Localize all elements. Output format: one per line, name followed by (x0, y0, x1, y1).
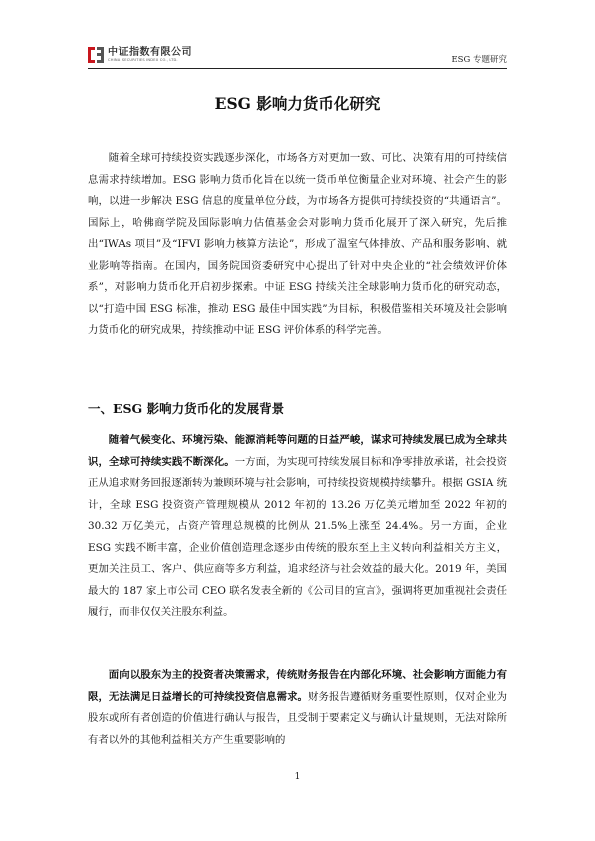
logo-english-name: CHINA SECURITIES INDEX CO., LTD. (108, 57, 178, 62)
page-header (88, 42, 507, 68)
paragraph-lead: 随着气候变化、环境污染、能源消耗等问题的日益严峻，谋求可持续发展已成为全球共识，全球可持续实践不断深化。 (88, 434, 507, 468)
company-logo (88, 44, 192, 66)
paragraph-lead: 面向以股东为主的投资者决策需求，传统财务报告在内部化环境、社会影响方面能力有限，无法满足日益增长的可持续投资信息需求。 (88, 669, 507, 703)
header-section-label: ESG 专题研究 (451, 55, 507, 65)
csi-logo-icon (88, 46, 104, 64)
page-number: 1 (294, 772, 301, 782)
paragraph-body: 财务报告遵循财务重要性原则，仅对企业为股东或所有者创造的价值进行确认与报告，且受制于要素定义与确认计量规则，无法对除所有者以外的其他利益相关方产生重要影响的 (88, 690, 508, 746)
header-divider (88, 68, 507, 69)
body-paragraph (88, 665, 507, 751)
intro-paragraph: 随着全球可持续投资实践逐步深化，市场各方对更加一致、可比、决策有用的可持续信息需求持续增加。ESG 影响力货币化旨在以统一货币单位衡量企业对环境、社会产生的影响，以进一步解决 ESG 信息的度量单位分歧，为市场各方提供可持续投资的“共通语言”。国际上，哈佛商学院及国际影响力估值基金会对影响力货币化展开了深入研究，先后推出“IWAs 项目”及“IFVI 影响力核算方法论”，形成了温室气体排放、产品和服务影响、就业影响等指南。在国内，国务院国资委研究中心提出了针对中央企业的“社会绩效评价体系”，对影响力货币化开启初步探索。中证 ESG 持续关注全球影响力货币化的研究动态，以“打造中国 ESG 标准，推动 ESG 最佳中国实践”为目标，积极借鉴相关环境及社会影响力货币化的研究成果，持续推动中证 ESG 评价体系的科学完善。 (88, 152, 507, 336)
logo-chinese-name: 中证指数有限公司 (108, 46, 192, 58)
body-paragraph (88, 430, 507, 624)
paragraph-body: 一方面，为实现可持续发展目标和净零排放承诺，社会投资正从追求财务回报逐渐转为兼顾环境与社会影响，可持续投资规模持续攀升。根据 GSIA 统计，全球 ESG 投资资产管理规模从 2012 年初的 13.26 万亿美元增加至 2022 年初的 30.32 万亿美元，占资产管理总规模的比例从 21.5%上涨至 24.4%。另一方面，企业 ESG 实践不断丰富，企业价值创造理念逐步由传统的股东至上主义转向利益相关方主义，更加关注员工、客户、供应商等多方利益，追求经济与社会效益的最大化。2019 年，美国最大的 187 家上市公司 CEO 联名发表全新的《公司目的宣言》，强调将更加重视社会责任履行，而非仅仅关注股东利益。 (88, 455, 508, 618)
section-heading: 一、ESG 影响力货币化的发展背景 (88, 401, 285, 416)
document-title: ESG 影响力货币化研究 (214, 94, 381, 113)
